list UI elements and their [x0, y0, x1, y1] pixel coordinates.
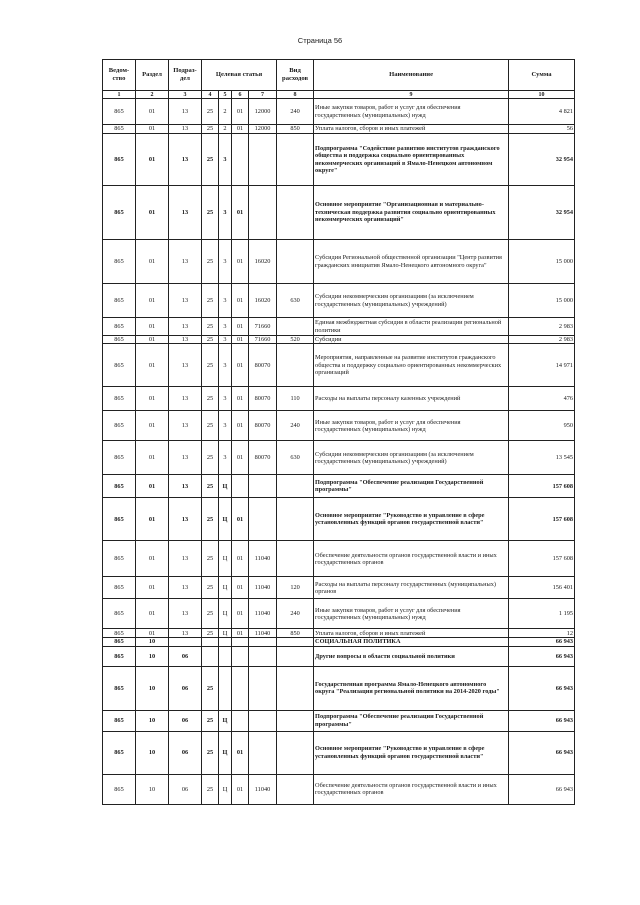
podrazdel-cell: 13 — [169, 318, 202, 336]
vid-rashodov-cell: 240 — [277, 599, 314, 629]
vedomstvo-cell: 865 — [103, 387, 136, 411]
razdel-cell: 10 — [136, 638, 169, 646]
celevaya-2-cell — [219, 638, 232, 646]
vid-rashodov-cell — [277, 541, 314, 577]
summa-cell: 66 943 — [509, 638, 575, 646]
celevaya-1-cell: 25 — [202, 99, 219, 125]
summa-cell: 2 983 — [509, 318, 575, 336]
naimenovanie-cell: Субсидии некоммерческим организациям (за исключением государственных (муниципальных) учреждений) — [314, 441, 509, 475]
razdel-cell: 01 — [136, 99, 169, 125]
razdel-cell: 10 — [136, 666, 169, 710]
celevaya-4-cell: 11040 — [249, 629, 277, 638]
podrazdel-cell: 13 — [169, 186, 202, 240]
celevaya-3-cell: 01 — [232, 99, 249, 125]
table-row — [103, 411, 575, 441]
celevaya-4-cell — [249, 186, 277, 240]
vid-rashodov-cell: 120 — [277, 577, 314, 599]
summa-cell: 12 — [509, 629, 575, 638]
column-number: 3 — [169, 91, 202, 99]
celevaya-3-cell: 01 — [232, 125, 249, 134]
vedomstvo-cell: 865 — [103, 344, 136, 387]
table-row — [103, 186, 575, 240]
vedomstvo-cell: 865 — [103, 577, 136, 599]
summa-cell: 157 608 — [509, 541, 575, 577]
celevaya-2-cell: 3 — [219, 344, 232, 387]
summa-cell: 32 954 — [509, 134, 575, 186]
naimenovanie-cell: Единая межбюджетная субсидия в области реализации региональной политики — [314, 318, 509, 336]
razdel-cell: 10 — [136, 646, 169, 666]
celevaya-4-cell — [249, 475, 277, 498]
vid-rashodov-cell — [277, 344, 314, 387]
celevaya-4-cell: 12000 — [249, 99, 277, 125]
naimenovanie-cell: Государственная программа Ямало-Ненецкого автономного округа "Реализация региональной политики на 2014-2020 годы" — [314, 666, 509, 710]
table-row — [103, 577, 575, 599]
celevaya-2-cell: Ц — [219, 599, 232, 629]
vid-rashodov-cell — [277, 186, 314, 240]
vedomstvo-cell: 865 — [103, 318, 136, 336]
celevaya-1-cell: 25 — [202, 284, 219, 318]
celevaya-4-cell: 16020 — [249, 284, 277, 318]
celevaya-2-cell: Ц — [219, 541, 232, 577]
vedomstvo-cell: 865 — [103, 336, 136, 344]
celevaya-2-cell: Ц — [219, 710, 232, 731]
podrazdel-cell: 13 — [169, 577, 202, 599]
celevaya-4-cell: 12000 — [249, 125, 277, 134]
table-body — [103, 99, 575, 805]
header-naimenovanie: Наименование — [314, 60, 509, 91]
celevaya-3-cell: 01 — [232, 387, 249, 411]
table-row — [103, 498, 575, 541]
podrazdel-cell: 06 — [169, 731, 202, 774]
celevaya-3-cell: 01 — [232, 629, 249, 638]
naimenovanie-cell: Расходы на выплаты персоналу казенных учреждений — [314, 387, 509, 411]
table-row — [103, 666, 575, 710]
podrazdel-cell: 13 — [169, 411, 202, 441]
celevaya-4-cell: 71660 — [249, 318, 277, 336]
celevaya-1-cell: 25 — [202, 336, 219, 344]
celevaya-4-cell — [249, 638, 277, 646]
celevaya-4-cell — [249, 731, 277, 774]
page-title: Страница 56 — [297, 36, 343, 45]
celevaya-2-cell: 3 — [219, 284, 232, 318]
razdel-cell: 01 — [136, 411, 169, 441]
celevaya-4-cell: 11040 — [249, 541, 277, 577]
table-row — [103, 646, 575, 666]
celevaya-3-cell: 01 — [232, 599, 249, 629]
vid-rashodov-cell — [277, 731, 314, 774]
celevaya-4-cell — [249, 666, 277, 710]
vid-rashodov-cell — [277, 638, 314, 646]
razdel-cell: 01 — [136, 387, 169, 411]
naimenovanie-cell: Подпрограмма "Обеспечение реализации Государственной программы" — [314, 475, 509, 498]
celevaya-3-cell — [232, 710, 249, 731]
razdel-cell: 10 — [136, 710, 169, 731]
table-row — [103, 599, 575, 629]
celevaya-1-cell: 25 — [202, 344, 219, 387]
summa-cell: 32 954 — [509, 186, 575, 240]
razdel-cell: 01 — [136, 599, 169, 629]
vid-rashodov-cell — [277, 710, 314, 731]
celevaya-4-cell: 80070 — [249, 441, 277, 475]
celevaya-2-cell: Ц — [219, 774, 232, 804]
celevaya-2-cell: Ц — [219, 629, 232, 638]
podrazdel-cell: 13 — [169, 475, 202, 498]
vedomstvo-cell: 865 — [103, 498, 136, 541]
naimenovanie-cell: Мероприятия, направленные на развитие институтов гражданского общества и поддержку социально ориентированных некоммерческих организаций — [314, 344, 509, 387]
column-number-row — [103, 91, 575, 99]
summa-cell: 56 — [509, 125, 575, 134]
celevaya-2-cell: 3 — [219, 387, 232, 411]
podrazdel-cell: 13 — [169, 441, 202, 475]
column-number: 10 — [509, 91, 575, 99]
table-row — [103, 774, 575, 804]
summa-cell: 156 401 — [509, 577, 575, 599]
header-razdel: Раздел — [136, 60, 169, 91]
razdel-cell: 01 — [136, 498, 169, 541]
vedomstvo-cell: 865 — [103, 99, 136, 125]
naimenovanie-cell: Основное мероприятие "Руководство и управление в сфере установленных функций органов государственной власти" — [314, 731, 509, 774]
celevaya-3-cell — [232, 638, 249, 646]
naimenovanie-cell: Подпрограмма "Содействие развитию институтов гражданского общества и поддержка социально ориентированных некоммерческих организаций в Ямало-Ненецком автономном округе" — [314, 134, 509, 186]
table-row — [103, 99, 575, 125]
celevaya-2-cell: 3 — [219, 186, 232, 240]
celevaya-3-cell: 01 — [232, 344, 249, 387]
celevaya-4-cell: 80070 — [249, 344, 277, 387]
naimenovanie-cell: Субсидии некоммерческим организациям (за исключением государственных (муниципальных) учреждений) — [314, 284, 509, 318]
celevaya-1-cell: 25 — [202, 125, 219, 134]
celevaya-4-cell: 16020 — [249, 240, 277, 284]
vedomstvo-cell: 865 — [103, 134, 136, 186]
celevaya-1-cell — [202, 638, 219, 646]
vid-rashodov-cell: 240 — [277, 99, 314, 125]
celevaya-2-cell: Ц — [219, 577, 232, 599]
celevaya-4-cell: 80070 — [249, 387, 277, 411]
razdel-cell: 01 — [136, 186, 169, 240]
celevaya-3-cell: 01 — [232, 498, 249, 541]
razdel-cell: 01 — [136, 629, 169, 638]
naimenovanie-cell: СОЦИАЛЬНАЯ ПОЛИТИКА — [314, 638, 509, 646]
celevaya-1-cell: 25 — [202, 577, 219, 599]
vid-rashodov-cell — [277, 475, 314, 498]
celevaya-2-cell: 3 — [219, 318, 232, 336]
vedomstvo-cell: 865 — [103, 731, 136, 774]
podrazdel-cell: 13 — [169, 134, 202, 186]
celevaya-2-cell: 3 — [219, 240, 232, 284]
celevaya-3-cell: 01 — [232, 441, 249, 475]
header-summa: Сумма — [509, 60, 575, 91]
column-number: 4 — [202, 91, 219, 99]
celevaya-3-cell: 01 — [232, 186, 249, 240]
podrazdel-cell: 13 — [169, 240, 202, 284]
table-row — [103, 441, 575, 475]
celevaya-4-cell: 80070 — [249, 411, 277, 441]
vedomstvo-cell: 865 — [103, 638, 136, 646]
vid-rashodov-cell — [277, 134, 314, 186]
table-row — [103, 710, 575, 731]
celevaya-3-cell — [232, 646, 249, 666]
razdel-cell: 10 — [136, 774, 169, 804]
celevaya-1-cell: 25 — [202, 318, 219, 336]
column-number: 7 — [249, 91, 277, 99]
celevaya-1-cell: 25 — [202, 629, 219, 638]
podrazdel-cell: 06 — [169, 646, 202, 666]
vid-rashodov-cell: 110 — [277, 387, 314, 411]
summa-cell: 15 000 — [509, 240, 575, 284]
celevaya-3-cell: 01 — [232, 318, 249, 336]
column-number: 2 — [136, 91, 169, 99]
celevaya-2-cell: 3 — [219, 336, 232, 344]
table-row — [103, 134, 575, 186]
naimenovanie-cell: Подпрограмма "Обеспечение реализации Государственной программы" — [314, 710, 509, 731]
podrazdel-cell: 13 — [169, 498, 202, 541]
vedomstvo-cell: 865 — [103, 599, 136, 629]
table-row — [103, 336, 575, 344]
naimenovanie-cell: Иные закупки товаров, работ и услуг для обеспечения государственных (муниципальных) нужд — [314, 411, 509, 441]
celevaya-3-cell: 01 — [232, 541, 249, 577]
naimenovanie-cell: Субсидия Региональной общественной организации "Центр развития гражданских инициатив Ямало-Ненецкого автономного округа" — [314, 240, 509, 284]
razdel-cell: 01 — [136, 577, 169, 599]
budget-table — [102, 59, 575, 805]
vid-rashodov-cell: 630 — [277, 284, 314, 318]
vedomstvo-cell: 865 — [103, 774, 136, 804]
naimenovanie-cell: Субсидии — [314, 336, 509, 344]
razdel-cell: 01 — [136, 240, 169, 284]
naimenovanie-cell: Основное мероприятие "Руководство и управление в сфере установленных функций органов государственной власти" — [314, 498, 509, 541]
vid-rashodov-cell: 850 — [277, 125, 314, 134]
celevaya-1-cell: 25 — [202, 240, 219, 284]
celevaya-1-cell: 25 — [202, 774, 219, 804]
summa-cell: 157 608 — [509, 498, 575, 541]
vid-rashodov-cell: 520 — [277, 336, 314, 344]
table-row — [103, 475, 575, 498]
table-row — [103, 638, 575, 646]
celevaya-1-cell: 25 — [202, 475, 219, 498]
celevaya-3-cell — [232, 134, 249, 186]
vedomstvo-cell: 865 — [103, 475, 136, 498]
celevaya-1-cell: 25 — [202, 186, 219, 240]
summa-cell: 157 608 — [509, 475, 575, 498]
vid-rashodov-cell: 630 — [277, 441, 314, 475]
vid-rashodov-cell — [277, 240, 314, 284]
vid-rashodov-cell — [277, 646, 314, 666]
summa-cell: 13 545 — [509, 441, 575, 475]
celevaya-3-cell: 01 — [232, 240, 249, 284]
celevaya-1-cell: 25 — [202, 666, 219, 710]
celevaya-1-cell: 25 — [202, 441, 219, 475]
summa-cell: 66 943 — [509, 731, 575, 774]
naimenovanie-cell: Иные закупки товаров, работ и услуг для обеспечения государственных (муниципальных) нужд — [314, 99, 509, 125]
vedomstvo-cell: 865 — [103, 541, 136, 577]
podrazdel-cell: 13 — [169, 99, 202, 125]
razdel-cell: 01 — [136, 541, 169, 577]
naimenovanie-cell: Иные закупки товаров, работ и услуг для обеспечения государственных (муниципальных) нужд — [314, 599, 509, 629]
celevaya-1-cell: 25 — [202, 387, 219, 411]
razdel-cell: 01 — [136, 344, 169, 387]
razdel-cell: 10 — [136, 731, 169, 774]
summa-cell: 66 943 — [509, 774, 575, 804]
table-row — [103, 125, 575, 134]
naimenovanie-cell: Другие вопросы в области социальной политики — [314, 646, 509, 666]
celevaya-2-cell: 3 — [219, 134, 232, 186]
celevaya-3-cell: 01 — [232, 577, 249, 599]
vid-rashodov-cell — [277, 318, 314, 336]
podrazdel-cell: 06 — [169, 774, 202, 804]
razdel-cell: 01 — [136, 284, 169, 318]
vedomstvo-cell: 865 — [103, 646, 136, 666]
column-number: 6 — [232, 91, 249, 99]
vedomstvo-cell: 865 — [103, 186, 136, 240]
razdel-cell: 01 — [136, 318, 169, 336]
vedomstvo-cell: 865 — [103, 284, 136, 318]
celevaya-1-cell: 25 — [202, 498, 219, 541]
celevaya-3-cell: 01 — [232, 284, 249, 318]
celevaya-1-cell: 25 — [202, 599, 219, 629]
table-row — [103, 387, 575, 411]
podrazdel-cell — [169, 638, 202, 646]
razdel-cell: 01 — [136, 475, 169, 498]
celevaya-4-cell: 71660 — [249, 336, 277, 344]
celevaya-4-cell: 11040 — [249, 774, 277, 804]
vedomstvo-cell: 865 — [103, 125, 136, 134]
celevaya-4-cell — [249, 498, 277, 541]
summa-cell: 14 971 — [509, 344, 575, 387]
vid-rashodov-cell — [277, 498, 314, 541]
column-number: 5 — [219, 91, 232, 99]
summa-cell: 66 943 — [509, 666, 575, 710]
podrazdel-cell: 13 — [169, 284, 202, 318]
table-row — [103, 284, 575, 318]
naimenovanie-cell: Уплата налогов, сборов и иных платежей — [314, 125, 509, 134]
naimenovanie-cell: Уплата налогов, сборов и иных платежей — [314, 629, 509, 638]
vid-rashodov-cell — [277, 666, 314, 710]
celevaya-4-cell — [249, 710, 277, 731]
naimenovanie-cell: Основное мероприятие "Организационная и материально-техническая поддержка развития социально ориентированных некоммерческих организаций" — [314, 186, 509, 240]
celevaya-1-cell — [202, 646, 219, 666]
header-celevaya-statya: Целевая статья — [202, 60, 277, 91]
summa-cell: 15 000 — [509, 284, 575, 318]
celevaya-3-cell: 01 — [232, 774, 249, 804]
column-number: 8 — [277, 91, 314, 99]
celevaya-3-cell — [232, 666, 249, 710]
column-number: 9 — [314, 91, 509, 99]
table-row — [103, 344, 575, 387]
celevaya-1-cell: 25 — [202, 710, 219, 731]
vid-rashodov-cell: 850 — [277, 629, 314, 638]
table-row — [103, 731, 575, 774]
table-row — [103, 629, 575, 638]
naimenovanie-cell: Обеспечение деятельности органов государственной власти и иных государственных органов — [314, 774, 509, 804]
celevaya-2-cell: 3 — [219, 411, 232, 441]
celevaya-1-cell: 25 — [202, 411, 219, 441]
celevaya-4-cell: 11040 — [249, 599, 277, 629]
celevaya-2-cell: 3 — [219, 441, 232, 475]
celevaya-2-cell: Ц — [219, 498, 232, 541]
table-row — [103, 318, 575, 336]
celevaya-1-cell: 25 — [202, 731, 219, 774]
celevaya-4-cell: 11040 — [249, 577, 277, 599]
naimenovanie-cell: Обеспечение деятельности органов государственной власти и иных государственных органов — [314, 541, 509, 577]
header-vid-rashodov: Вид расходов — [277, 60, 314, 91]
celevaya-2-cell: 2 — [219, 125, 232, 134]
podrazdel-cell: 13 — [169, 599, 202, 629]
vedomstvo-cell: 865 — [103, 666, 136, 710]
table-row — [103, 240, 575, 284]
vedomstvo-cell: 865 — [103, 411, 136, 441]
vid-rashodov-cell — [277, 774, 314, 804]
vid-rashodov-cell: 240 — [277, 411, 314, 441]
summa-cell: 950 — [509, 411, 575, 441]
summa-cell: 66 943 — [509, 710, 575, 731]
header-vedomstvo: Ведом-ство — [103, 60, 136, 91]
celevaya-2-cell — [219, 646, 232, 666]
summa-cell: 1 195 — [509, 599, 575, 629]
vedomstvo-cell: 865 — [103, 629, 136, 638]
vedomstvo-cell: 865 — [103, 441, 136, 475]
celevaya-4-cell — [249, 646, 277, 666]
celevaya-1-cell: 25 — [202, 134, 219, 186]
celevaya-2-cell: Ц — [219, 731, 232, 774]
header-podrazdel: Подраз-дел — [169, 60, 202, 91]
podrazdel-cell: 06 — [169, 710, 202, 731]
podrazdel-cell: 13 — [169, 387, 202, 411]
podrazdel-cell: 06 — [169, 666, 202, 710]
razdel-cell: 01 — [136, 125, 169, 134]
podrazdel-cell: 13 — [169, 344, 202, 387]
celevaya-2-cell: Ц — [219, 475, 232, 498]
podrazdel-cell: 13 — [169, 629, 202, 638]
summa-cell: 4 821 — [509, 99, 575, 125]
celevaya-3-cell: 01 — [232, 336, 249, 344]
celevaya-3-cell: 01 — [232, 411, 249, 441]
celevaya-4-cell — [249, 134, 277, 186]
razdel-cell: 01 — [136, 134, 169, 186]
celevaya-3-cell — [232, 475, 249, 498]
vedomstvo-cell: 865 — [103, 710, 136, 731]
podrazdel-cell: 13 — [169, 336, 202, 344]
razdel-cell: 01 — [136, 336, 169, 344]
celevaya-1-cell: 25 — [202, 541, 219, 577]
celevaya-2-cell: 2 — [219, 99, 232, 125]
column-number: 1 — [103, 91, 136, 99]
celevaya-3-cell: 01 — [232, 731, 249, 774]
podrazdel-cell: 13 — [169, 541, 202, 577]
vedomstvo-cell: 865 — [103, 240, 136, 284]
table-row — [103, 541, 575, 577]
razdel-cell: 01 — [136, 441, 169, 475]
celevaya-2-cell — [219, 666, 232, 710]
summa-cell: 66 943 — [509, 646, 575, 666]
summa-cell: 476 — [509, 387, 575, 411]
podrazdel-cell: 13 — [169, 125, 202, 134]
naimenovanie-cell: Расходы на выплаты персоналу государственных (муниципальных) органов — [314, 577, 509, 599]
summa-cell: 2 983 — [509, 336, 575, 344]
